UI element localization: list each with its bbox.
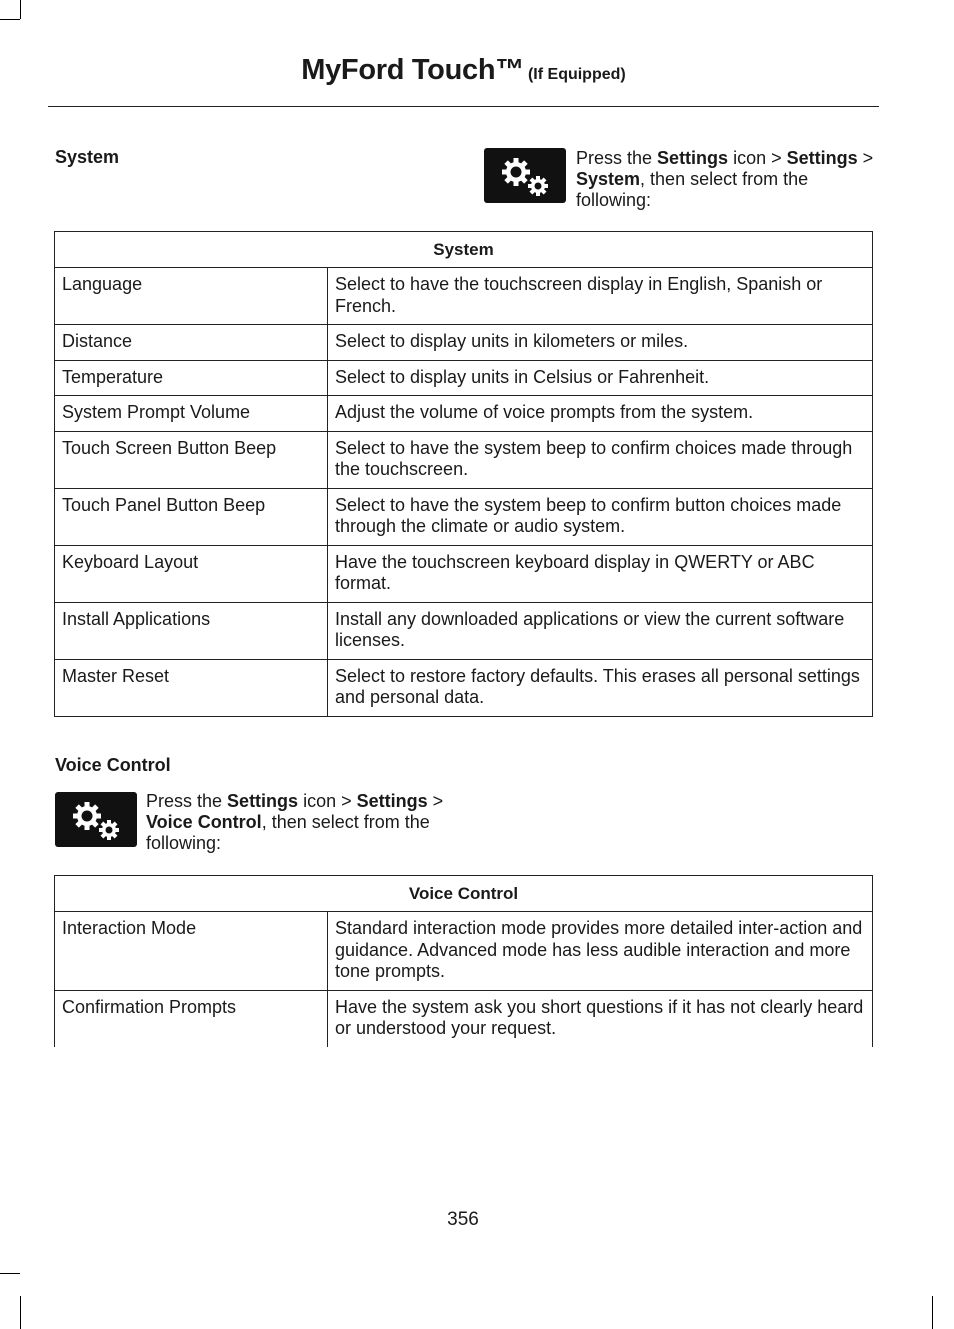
table-row: [55, 659, 873, 716]
table-row: [55, 360, 873, 396]
table-row: [55, 268, 873, 325]
setting-name: Distance: [55, 325, 328, 361]
table-header-row: [55, 876, 873, 912]
setting-description: Have the system ask you short questions if it has not clearly heard or understood your request.: [328, 990, 873, 1047]
setting-name: Master Reset: [55, 659, 328, 716]
voice-control-settings-table: [54, 875, 873, 1047]
table-row: [55, 912, 873, 991]
table-row: [55, 545, 873, 602]
setting-name: Keyboard Layout: [55, 545, 328, 602]
table-header-row: [55, 232, 873, 268]
crop-mark: [20, 0, 21, 19]
setting-name: Touch Screen Button Beep: [55, 431, 328, 488]
page-subtitle: (If Equipped): [527, 66, 626, 83]
setting-description: Standard interaction mode provides more detailed inter-action and guidance. Advanced mode has less audible interaction and more tone prompts.: [328, 912, 873, 991]
setting-description: Have the touchscreen keyboard display in QWERTY or ABC format.: [328, 545, 873, 602]
settings-gears-icon: [55, 792, 137, 847]
settings-gears-icon: [484, 148, 566, 203]
crop-mark: [20, 1296, 21, 1329]
setting-description: Select to restore factory defaults. This erases all personal settings and personal data.: [328, 659, 873, 716]
setting-name: Language: [55, 268, 328, 325]
setting-description: Select to have the system beep to confirm choices made through the touchscreen.: [328, 431, 873, 488]
gear-icon: [495, 154, 555, 198]
system-settings-table: [54, 231, 873, 717]
setting-name: Install Applications: [55, 602, 328, 659]
table-row: [55, 396, 873, 432]
setting-name: Confirmation Prompts: [55, 990, 328, 1047]
page-header: [48, 54, 879, 87]
setting-name: Touch Panel Button Beep: [55, 488, 328, 545]
table-header: System: [55, 232, 873, 268]
setting-description: Select to have the system beep to confirm button choices made through the climate or audio system.: [328, 488, 873, 545]
table-row: [55, 488, 873, 545]
setting-description: Install any downloaded applications or view the current software licenses.: [328, 602, 873, 659]
voice-control-instructions: Press the Settings icon > Settings > Voice Control, then select from the following:: [146, 791, 444, 853]
table-row: [55, 325, 873, 361]
setting-description: Select to display units in kilometers or miles.: [328, 325, 873, 361]
setting-name: System Prompt Volume: [55, 396, 328, 432]
setting-description: Adjust the volume of voice prompts from the system.: [328, 396, 873, 432]
system-instructions: Press the Settings icon > Settings > System, then select from the following:: [576, 148, 874, 210]
table-row: [55, 602, 873, 659]
page-number: 356: [447, 1209, 479, 1230]
table-header: Voice Control: [55, 876, 873, 912]
crop-mark: [0, 19, 20, 20]
crop-mark: [0, 1273, 20, 1274]
setting-description: Select to have the touchscreen display in English, Spanish or French.: [328, 268, 873, 325]
header-divider: [48, 106, 879, 107]
setting-name: Temperature: [55, 360, 328, 396]
crop-mark: [932, 1296, 933, 1329]
table-row: [55, 990, 873, 1047]
system-heading: System: [55, 147, 120, 167]
table-row: [55, 431, 873, 488]
page-title: MyFord Touch™: [301, 54, 524, 86]
voice-control-heading: Voice Control: [55, 755, 171, 775]
setting-name: Interaction Mode: [55, 912, 328, 991]
gear-icon: [66, 798, 126, 842]
setting-description: Select to display units in Celsius or Fahrenheit.: [328, 360, 873, 396]
